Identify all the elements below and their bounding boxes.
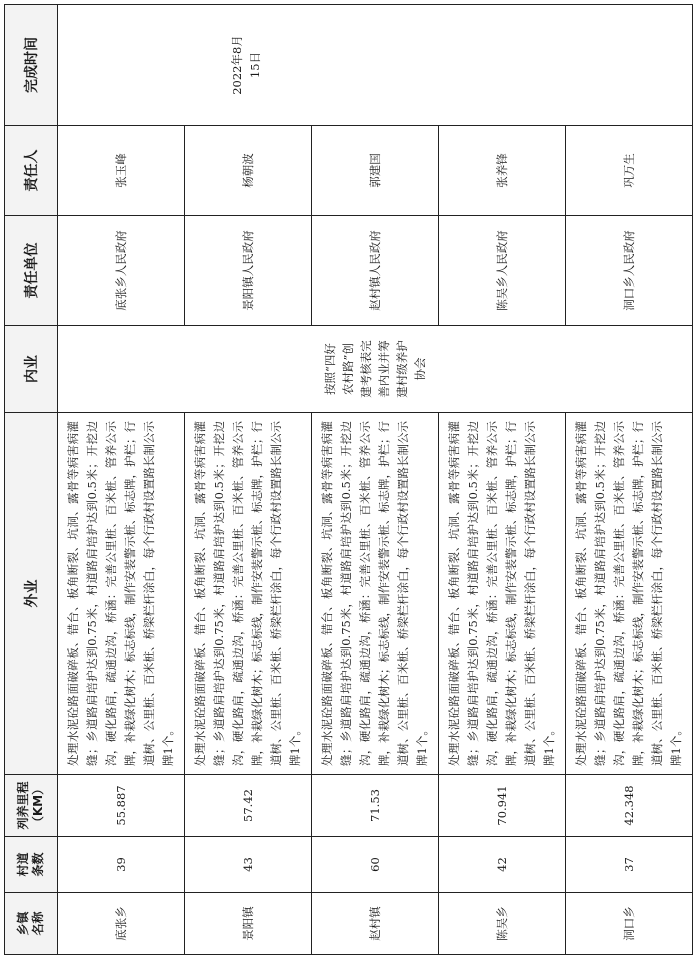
person-cell: 张玉峰	[58, 126, 185, 216]
road-count-cell: 42	[439, 837, 566, 893]
header-mileage: 列养里程（KM）	[5, 775, 58, 837]
mileage-cell: 71.53	[312, 775, 439, 837]
mileage-cell: 55.887	[58, 775, 185, 837]
mileage-cell: 70.941	[439, 775, 566, 837]
person-cell: 张养锋	[439, 126, 566, 216]
outer-work-cell: 处理水泥砼路面破碎板、错台、板角断裂、坑洞、露骨等病害病灌缝；乡道路肩培护达到0.75米，村道路肩培护达到0.5米；开挖边沟，硬化路肩，疏通边沟，桥涵：完善公里桩、百米桩、管养公示牌，补栽绿化树木；标志标线，制作安装警示桩、标志牌，护栏；行道树、公里桩、百米桩、桥梁栏杆涂白，每个行政村设置路长制公示牌1个。	[58, 413, 185, 775]
table-row	[58, 5, 185, 955]
table-row	[566, 5, 693, 955]
table-row	[439, 5, 566, 955]
header-outer-work: 外业	[5, 413, 58, 775]
unit-cell: 底张乡人民政府	[58, 216, 185, 326]
mileage-cell: 42.348	[566, 775, 693, 837]
road-count-cell: 39	[58, 837, 185, 893]
unit-cell: 赵村镇人民政府	[312, 216, 439, 326]
outer-work-cell: 处理水泥砼路面破碎板、错台、板角断裂、坑洞、露骨等病害病灌缝；乡道路肩培护达到0.75米，村道路肩培护达到0.5米；开挖边沟，硬化路肩，疏通边沟，桥涵：完善公里桩、百米桩、管养公示牌，补栽绿化树木；标志标线，制作安装警示桩、标志牌，护栏；行道树、公里桩、百米桩、桥梁栏杆涂白，每个行政村设置路长制公示牌1个。	[312, 413, 439, 775]
inner-work-cell: 按照“四好农村路”创建考核表完善内业并筹建村级养护协会	[58, 326, 693, 413]
outer-work-cell: 处理水泥砼路面破碎板、错台、板角断裂、坑洞、露骨等病害病灌缝；乡道路肩培护达到0.75米，村道路肩培护达到0.5米；开挖边沟，硬化路肩，疏通边沟，桥涵：完善公里桩、百米桩、管养公示牌，补栽绿化树木；标志标线，制作安装警示桩、标志牌，护栏；行道树、公里桩、百米桩、桥梁栏杆涂白，每个行政村设置路长制公示牌1个。	[185, 413, 312, 775]
person-cell: 巩万生	[566, 126, 693, 216]
header-deadline: 完成时间	[5, 5, 58, 126]
header-inner-work: 内业	[5, 326, 58, 413]
township-cell: 陈吴乡	[439, 893, 566, 955]
unit-cell: 景阳镇人民政府	[185, 216, 312, 326]
township-cell: 洞口乡	[566, 893, 693, 955]
outer-work-cell: 处理水泥砼路面破碎板、错台、板角断裂、坑洞、露骨等病害病灌缝；乡道路肩培护达到0.75米，村道路肩培护达到0.5米；开挖边沟，硬化路肩，疏通边沟，桥涵：完善公里桩、百米桩、管养公示牌，补栽绿化树木；标志标线，制作安装警示桩、标志牌，护栏；行道树、公里桩、百米桩、桥梁栏杆涂白，每个行政村设置路长制公示牌1个。	[439, 413, 566, 775]
task-table	[4, 4, 693, 955]
mileage-cell: 57.42	[185, 775, 312, 837]
unit-cell: 陈吴乡人民政府	[439, 216, 566, 326]
road-count-cell: 37	[566, 837, 693, 893]
outer-work-cell: 处理水泥砼路面破碎板、错台、板角断裂、坑洞、露骨等病害病灌缝；乡道路肩培护达到0.75米，村道路肩培护达到0.5米；开挖边沟，硬化路肩，疏通边沟，桥涵：完善公里桩、百米桩、管养公示牌，补栽绿化树木；标志标线，制作安装警示桩、标志牌，护栏；行道树、公里桩、百米桩、桥梁栏杆涂白，每个行政村设置路长制公示牌1个。	[566, 413, 693, 775]
road-count-cell: 60	[312, 837, 439, 893]
header-unit: 责任单位	[5, 216, 58, 326]
table-row	[185, 5, 312, 955]
deadline-cell: 2022年8月15日	[58, 5, 693, 126]
header-road-count: 村道条数	[5, 837, 58, 893]
header-township: 乡镇名称	[5, 893, 58, 955]
person-cell: 郭建国	[312, 126, 439, 216]
township-cell: 赵村镇	[312, 893, 439, 955]
township-cell: 景阳镇	[185, 893, 312, 955]
road-count-cell: 43	[185, 837, 312, 893]
person-cell: 杨朝波	[185, 126, 312, 216]
unit-cell: 洞口乡人民政府	[566, 216, 693, 326]
header-person: 责任人	[5, 126, 58, 216]
header-row	[5, 5, 58, 955]
township-cell: 底张乡	[58, 893, 185, 955]
table-row	[312, 5, 439, 955]
